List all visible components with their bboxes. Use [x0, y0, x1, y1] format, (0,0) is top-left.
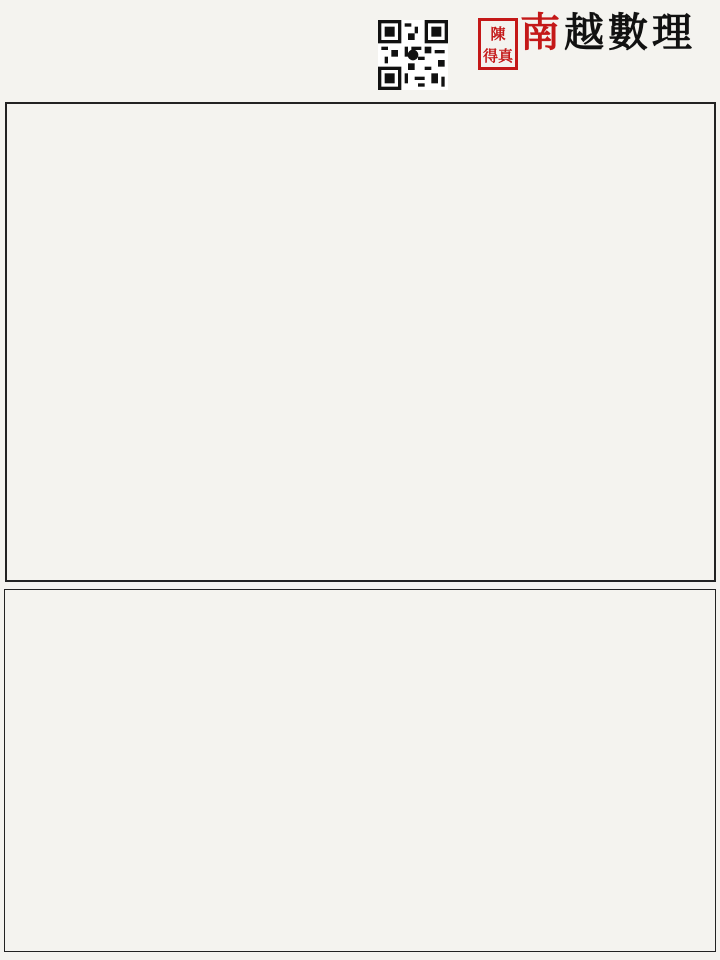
seal-stamp: 陳 得真	[478, 18, 518, 70]
year-table	[4, 589, 716, 952]
logo: 南越數理	[520, 9, 696, 56]
chart-board	[5, 102, 716, 582]
header	[0, 0, 720, 100]
qr-code-icon[interactable]	[378, 20, 448, 90]
